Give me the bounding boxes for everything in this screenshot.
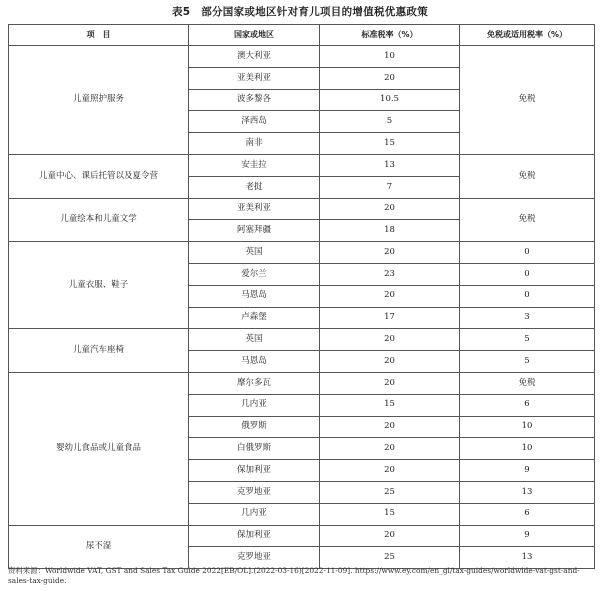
- standard-rate-cell: 23: [320, 263, 460, 285]
- exempt-rate-cell: 免税: [460, 154, 595, 198]
- standard-rate-cell: 20: [320, 438, 460, 460]
- table-body: [9, 46, 595, 569]
- table-header-row: [9, 25, 595, 46]
- region-cell: 几内亚: [189, 503, 320, 525]
- region-cell: 保加利亚: [189, 460, 320, 482]
- standard-rate-cell: 20: [320, 416, 460, 438]
- region-cell: 马恩岛: [189, 285, 320, 307]
- standard-rate-cell: 25: [320, 481, 460, 503]
- standard-rate-cell: 20: [320, 372, 460, 394]
- region-cell: 安圭拉: [189, 154, 320, 176]
- vat-policy-table: [8, 24, 595, 569]
- standard-rate-cell: 7: [320, 176, 460, 198]
- standard-rate-cell: 20: [320, 285, 460, 307]
- applied-rate-cell: 6: [460, 394, 595, 416]
- applied-rate-cell: 5: [460, 329, 595, 351]
- header-region: 国家或地区: [189, 25, 320, 46]
- standard-rate-cell: 20: [320, 525, 460, 547]
- table-row: [9, 198, 595, 220]
- applied-rate-cell: 0: [460, 263, 595, 285]
- standard-rate-cell: 10.5: [320, 89, 460, 111]
- region-cell: 克罗地亚: [189, 547, 320, 569]
- applied-rate-cell: 10: [460, 416, 595, 438]
- region-cell: 英国: [189, 242, 320, 264]
- item-cell: 儿童中心、课后托管以及夏令营: [9, 154, 189, 198]
- table-row: [9, 372, 595, 394]
- header-exempt-rate: 免税或适用税率（%）: [460, 25, 595, 46]
- region-cell: 俄罗斯: [189, 416, 320, 438]
- standard-rate-cell: 5: [320, 111, 460, 133]
- region-cell: 摩尔多瓦: [189, 372, 320, 394]
- table-row: [9, 46, 595, 68]
- region-cell: 波多黎各: [189, 89, 320, 111]
- standard-rate-cell: 20: [320, 242, 460, 264]
- region-cell: 泽西岛: [189, 111, 320, 133]
- applied-rate-cell: 9: [460, 525, 595, 547]
- region-cell: 英国: [189, 329, 320, 351]
- table-row: [9, 154, 595, 176]
- region-cell: 马恩岛: [189, 351, 320, 373]
- applied-rate-cell: 0: [460, 285, 595, 307]
- item-cell: 儿童绘本和儿童文学: [9, 198, 189, 242]
- standard-rate-cell: 20: [320, 67, 460, 89]
- source-note: 资料来源：Worldwide VAT, GST and Sales Tax Guide 2022[EB/OL].(2022-03-16)[2022-11-09]. https://www.ey.com/en_gl/tax-guides/worldwide-vat-gst-and-sales-tax-guide.: [8, 566, 580, 585]
- table-row: [9, 242, 595, 264]
- applied-rate-cell: 0: [460, 242, 595, 264]
- table-title: 表5 部分国家或地区针对育儿项目的增值税优惠政策: [171, 6, 428, 18]
- standard-rate-cell: 20: [320, 198, 460, 220]
- header-standard-rate: 标准税率（%）: [320, 25, 460, 46]
- item-cell: 尿不湿: [9, 525, 189, 569]
- item-cell: 儿童照护服务: [9, 46, 189, 155]
- region-cell: 克罗地亚: [189, 481, 320, 503]
- applied-rate-cell: 9: [460, 460, 595, 482]
- header-item: 项 目: [9, 25, 189, 46]
- standard-rate-cell: 13: [320, 154, 460, 176]
- applied-rate-cell: 3: [460, 307, 595, 329]
- applied-rate-cell: 13: [460, 481, 595, 503]
- region-cell: 亚美利亚: [189, 198, 320, 220]
- region-cell: 阿塞拜疆: [189, 220, 320, 242]
- region-cell: 白俄罗斯: [189, 438, 320, 460]
- item-cell: 婴幼儿食品或儿童食品: [9, 372, 189, 525]
- standard-rate-cell: 15: [320, 394, 460, 416]
- standard-rate-cell: 10: [320, 46, 460, 68]
- standard-rate-cell: 20: [320, 351, 460, 373]
- standard-rate-cell: 20: [320, 460, 460, 482]
- vat-policy-table-container: [8, 24, 594, 569]
- item-cell: 儿童衣服、鞋子: [9, 242, 189, 329]
- standard-rate-cell: 15: [320, 133, 460, 155]
- region-cell: 亚美利亚: [189, 67, 320, 89]
- standard-rate-cell: 17: [320, 307, 460, 329]
- standard-rate-cell: 25: [320, 547, 460, 569]
- exempt-rate-cell: 免税: [460, 198, 595, 242]
- standard-rate-cell: 18: [320, 220, 460, 242]
- applied-rate-cell: 5: [460, 351, 595, 373]
- region-cell: 爱尔兰: [189, 263, 320, 285]
- region-cell: 几内亚: [189, 394, 320, 416]
- applied-rate-cell: 10: [460, 438, 595, 460]
- table-row: [9, 525, 595, 547]
- table-row: [9, 329, 595, 351]
- region-cell: 卢森堡: [189, 307, 320, 329]
- region-cell: 保加利亚: [189, 525, 320, 547]
- item-cell: 儿童汽车座椅: [9, 329, 189, 373]
- applied-rate-cell: 13: [460, 547, 595, 569]
- region-cell: 澳大利亚: [189, 46, 320, 68]
- standard-rate-cell: 15: [320, 503, 460, 525]
- region-cell: 南非: [189, 133, 320, 155]
- applied-rate-cell: 6: [460, 503, 595, 525]
- exempt-rate-cell: 免税: [460, 46, 595, 155]
- standard-rate-cell: 20: [320, 329, 460, 351]
- applied-rate-cell: 免税: [460, 372, 595, 394]
- region-cell: 老挝: [189, 176, 320, 198]
